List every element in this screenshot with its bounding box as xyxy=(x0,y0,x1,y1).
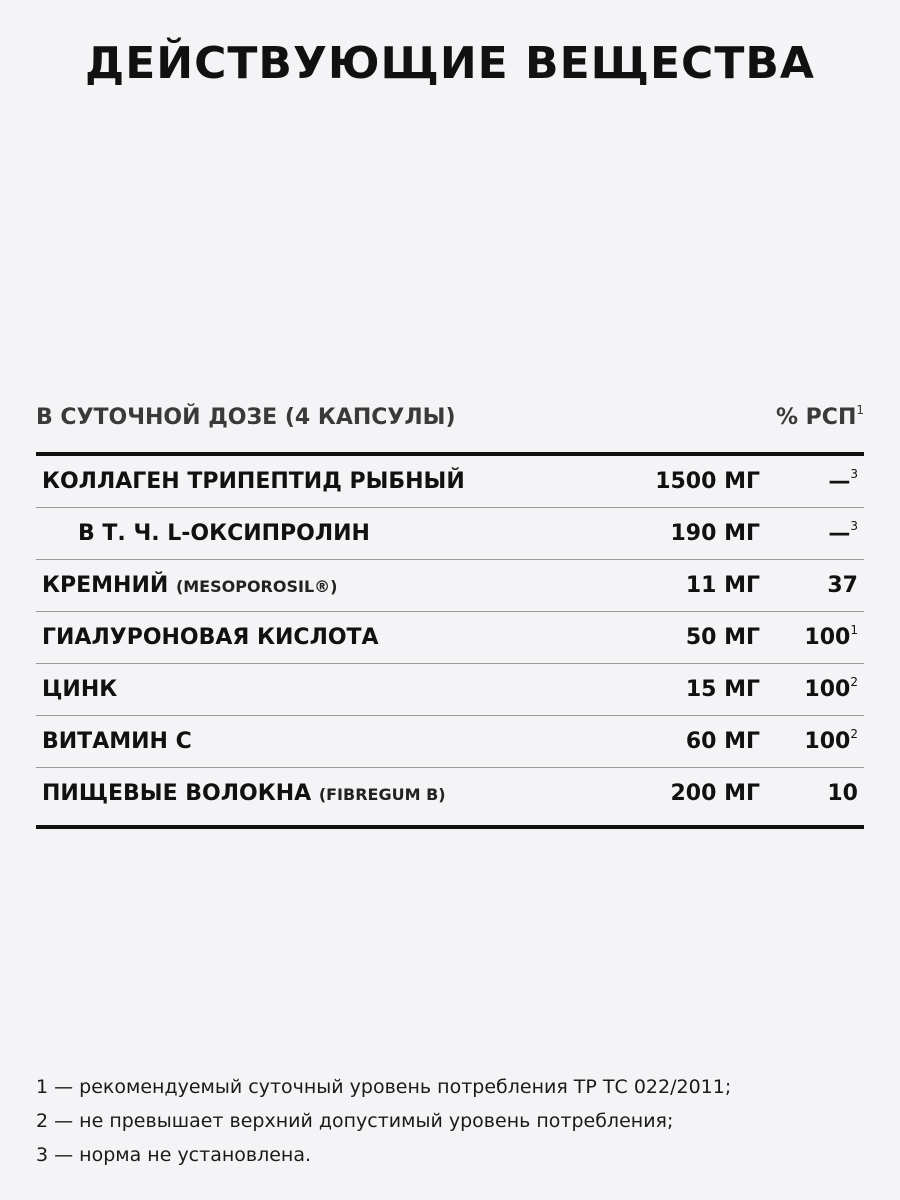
ingredient-percent xyxy=(827,560,858,612)
ingredient-label: В Т. Ч. L-ОКСИПРОЛИН xyxy=(78,521,370,546)
ingredient-percent xyxy=(828,508,858,560)
footnote: 2 — не превышает верхний допустимый уровень потребления; xyxy=(36,1110,674,1132)
ingredient-label: КРЕМНИЙ xyxy=(42,573,169,598)
percent-value: 10 xyxy=(827,781,858,806)
ingredient-name xyxy=(42,768,446,821)
ingredient-name xyxy=(78,508,370,560)
table-row xyxy=(36,456,864,508)
ingredient-amount: 200 МГ xyxy=(670,781,760,806)
percent-value: 100 xyxy=(804,729,851,754)
table-row xyxy=(36,508,864,560)
page-title: ДЕЙСТВУЮЩИЕ ВЕЩЕСТВА xyxy=(85,38,815,89)
percent-value: 37 xyxy=(827,573,858,598)
percent-value: — xyxy=(828,521,851,546)
table-row xyxy=(36,664,864,716)
table-row xyxy=(36,768,864,821)
footnote: 1 — рекомендуемый суточный уровень потребления ТР ТС 022/2011; xyxy=(36,1076,732,1098)
ingredient-amount: 11 МГ xyxy=(685,573,760,598)
ingredient-percent xyxy=(828,456,858,508)
table-row xyxy=(36,560,864,612)
percent-value: 100 xyxy=(804,677,851,702)
percent-note: 3 xyxy=(850,519,858,533)
ingredient-amount: 1500 МГ xyxy=(655,469,760,494)
ingredient-amount: 15 МГ xyxy=(685,677,760,702)
rsp-caption-text: % РСП xyxy=(775,405,857,430)
ingredient-amount: 50 МГ xyxy=(685,625,760,650)
ingredient-percent xyxy=(804,716,858,768)
percent-note: 1 xyxy=(850,623,858,637)
ingredient-percent xyxy=(804,664,858,716)
ingredient-percent xyxy=(827,768,858,820)
percent-note: 2 xyxy=(850,675,858,689)
ingredient-name xyxy=(42,664,117,716)
table-header xyxy=(36,396,864,440)
ingredient-name xyxy=(42,560,337,613)
ingredient-brand: (MESOPOROSIL®) xyxy=(175,577,338,596)
table-bottom-rule xyxy=(36,825,864,829)
ingredient-label: ЦИНК xyxy=(42,677,118,702)
percent-value: — xyxy=(828,469,851,494)
rsp-caption xyxy=(776,396,864,440)
ingredient-brand: (FIBREGUM B) xyxy=(318,785,446,804)
ingredient-label: ГИАЛУРОНОВАЯ КИСЛОТА xyxy=(42,625,379,650)
footnote: 3 — норма не установлена. xyxy=(36,1144,312,1166)
ingredient-label: ВИТАМИН С xyxy=(42,729,192,754)
ingredient-amount: 60 МГ xyxy=(685,729,760,754)
ingredient-name xyxy=(42,716,192,768)
table-row xyxy=(36,612,864,664)
ingredient-name xyxy=(42,612,379,664)
table-row xyxy=(36,716,864,768)
dose-caption: В СУТОЧНОЙ ДОЗЕ (4 КАПСУЛЫ) xyxy=(36,405,456,430)
percent-note: 3 xyxy=(850,467,858,481)
ingredient-percent xyxy=(804,612,858,664)
ingredient-amount: 190 МГ xyxy=(670,521,760,546)
percent-note: 2 xyxy=(850,727,858,741)
rsp-caption-note: 1 xyxy=(856,403,864,417)
nutrient-table xyxy=(36,456,864,821)
ingredient-label: ПИЩЕВЫЕ ВОЛОКНА xyxy=(42,781,312,806)
percent-value: 100 xyxy=(804,625,851,650)
ingredient-name xyxy=(42,456,465,508)
footnotes xyxy=(36,1070,876,1172)
ingredient-label: КОЛЛАГЕН ТРИПЕПТИД РЫБНЫЙ xyxy=(42,469,465,494)
